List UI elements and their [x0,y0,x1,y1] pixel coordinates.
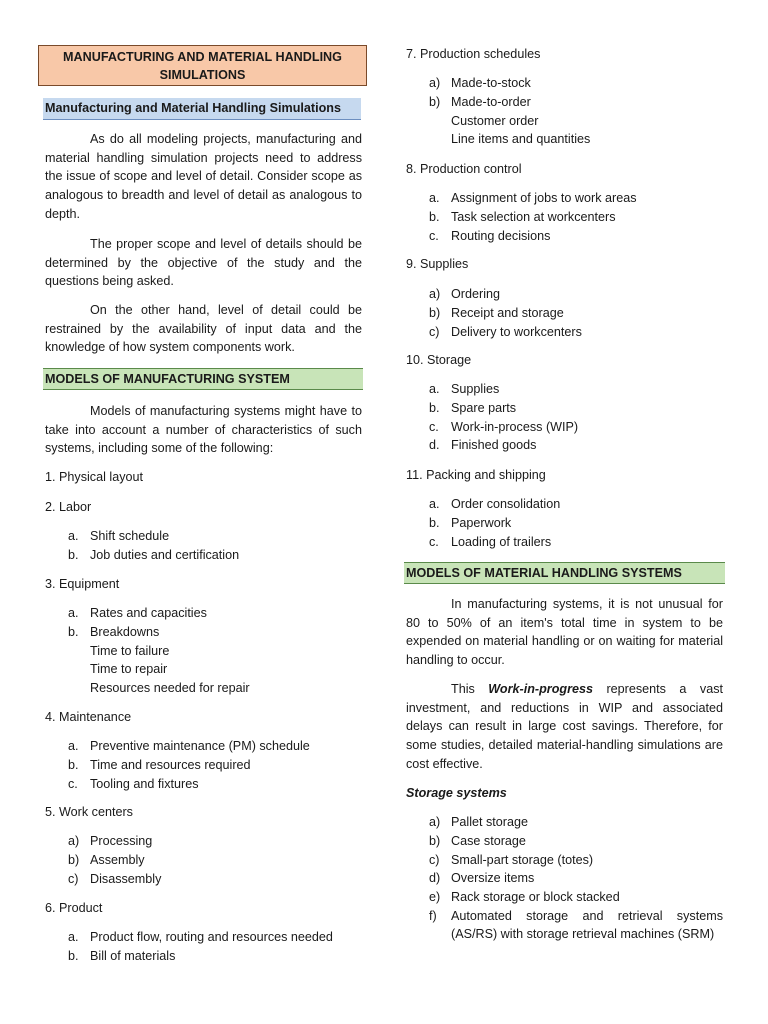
list-item: Shift schedule [90,529,170,543]
manufacturing-paragraph: Models of manufacturing systems might have to take into account a number of characteristics of such systems, including some of the following: [45,404,362,456]
intro-paragraph-1: As do all modeling projects, manufacturing and material handling simulation projects need to address the issue of scope and level of detail. Consider scope as analogous to breadth and level of detail as analogous to depth. [45,132,362,221]
list-item: Resources needed for repair [90,681,250,695]
section-title: 5. Work centers [45,805,133,819]
section-title: 8. Production control [406,162,522,176]
storage-list-item: Automated storage and retrieval systems (AS/RS) with storage retrieval machines (SRM) [451,908,723,942]
list-marker: f) [429,908,437,923]
section-title: 6. Product [45,901,103,915]
list-marker: c) [68,871,79,886]
list-item: Supplies [451,382,500,396]
list-marker: c. [429,534,439,549]
list-item: Finished goods [451,438,537,453]
list-item: Time to failure [90,643,170,658]
list-marker: c. [429,419,439,434]
section-subheading: Manufacturing and Material Handling Simulations [43,98,361,120]
material-handling-paragraph-2 [406,680,723,774]
list-marker: c) [429,852,440,867]
storage-list-item: Small-part storage (totes) [451,852,594,867]
intro-paragraph-2: The proper scope and level of details should be determined by the objective of the study and the questions being asked. [45,237,362,289]
list-marker: b. [68,948,79,963]
list-item: Task selection at workcenters [451,209,616,224]
storage-systems-heading: Storage systems [406,786,507,800]
manufacturing-heading: MODELS OF MANUFACTURING SYSTEM [43,368,363,390]
storage-list-item: Rack storage or block stacked [451,890,620,904]
section-title: 9. Supplies [406,257,469,271]
list-marker: a. [68,930,79,944]
list-marker: b) [68,852,80,867]
list-item: Routing decisions [451,228,551,243]
material-handling-paragraph-1: In manufacturing systems, it is not unusual for 80 to 50% of an item's total time in system to be expended on material handling or on waiting for material handling to occur. [406,597,723,668]
list-marker: a. [429,191,440,205]
list-marker: c. [429,228,439,243]
storage-list-item: Case storage [451,833,526,848]
list-item: Product flow, routing and resources needed [90,930,333,944]
list-marker: a) [429,815,441,829]
section-title: 4. Maintenance [45,710,132,724]
list-item: Time and resources required [90,757,251,772]
wip-emphasis: Work-in-progress [488,682,593,696]
list-marker: a) [429,287,441,301]
list-marker: a. [68,739,79,753]
section-title: 1. Physical layout [45,470,144,484]
list-marker: b. [68,624,79,639]
list-marker: b. [68,757,79,772]
list-marker: d. [429,438,440,453]
section-title: 2. Labor [45,500,92,514]
list-item: Bill of materials [90,948,176,963]
list-marker: b) [429,833,441,848]
list-item: Ordering [451,287,500,301]
list-item: Rates and capacities [90,606,207,620]
list-item: Job duties and certification [90,547,240,562]
list-marker: d) [429,871,441,886]
list-marker: e) [429,890,441,904]
list-item: Made-to-stock [451,76,531,90]
list-item: Delivery to workcenters [451,324,582,339]
section-title: 11. Packing and shipping [406,468,546,482]
list-item: Preventive maintenance (PM) schedule [90,739,310,753]
list-marker: a. [68,529,79,543]
material-handling-heading: MODELS OF MATERIAL HANDLING SYSTEMS [404,562,725,584]
list-marker: b. [429,209,440,224]
list-item: Work-in-process (WIP) [451,419,579,434]
list-item: Paperwork [451,515,512,530]
list-item: Time to repair [90,662,168,677]
list-item: Tooling and fixtures [90,776,199,791]
list-item: Loading of trailers [451,534,552,549]
intro-paragraph-3: On the other hand, level of detail could be restrained by the availability of input data and the knowledge of how system components work. [45,303,362,355]
list-item: Breakdowns [90,624,160,639]
storage-list-item: Pallet storage [451,815,529,829]
storage-list-item: Oversize items [451,871,535,886]
list-marker: b) [429,305,441,320]
list-marker: a. [429,497,440,511]
list-marker: a. [429,382,440,396]
list-item: Spare parts [451,400,517,415]
section-title: 3. Equipment [45,577,120,591]
list-marker: b. [68,547,79,562]
list-marker: c. [68,776,78,791]
section-title: 10. Storage [406,353,472,367]
wip-para-post: represents a vast investment, and reductions in WIP and associated delays can result in large cost savings. Therefore, for some studies, detailed material-handling simulations are cost effective. [406,682,723,771]
section-title: 7. Production schedules [406,47,541,61]
list-item: Customer order [451,113,539,128]
list-item: Assembly [90,852,145,867]
list-marker: a. [68,606,79,620]
list-marker: a) [68,834,80,848]
list-item: Disassembly [90,871,162,886]
list-marker: b) [429,94,441,109]
list-item: Assignment of jobs to work areas [451,191,637,205]
document-title: MANUFACTURING AND MATERIAL HANDLING SIMULATIONS [38,45,367,86]
list-marker: c) [429,324,440,339]
list-item: Receipt and storage [451,305,564,320]
list-item: Order consolidation [451,497,561,511]
list-item: Processing [90,834,153,848]
list-marker: a) [429,76,441,90]
list-item: Line items and quantities [451,132,591,147]
list-item: Made-to-order [451,94,531,109]
list-marker: b. [429,400,440,415]
wip-para-pre: This [451,682,489,696]
list-marker: b. [429,515,440,530]
